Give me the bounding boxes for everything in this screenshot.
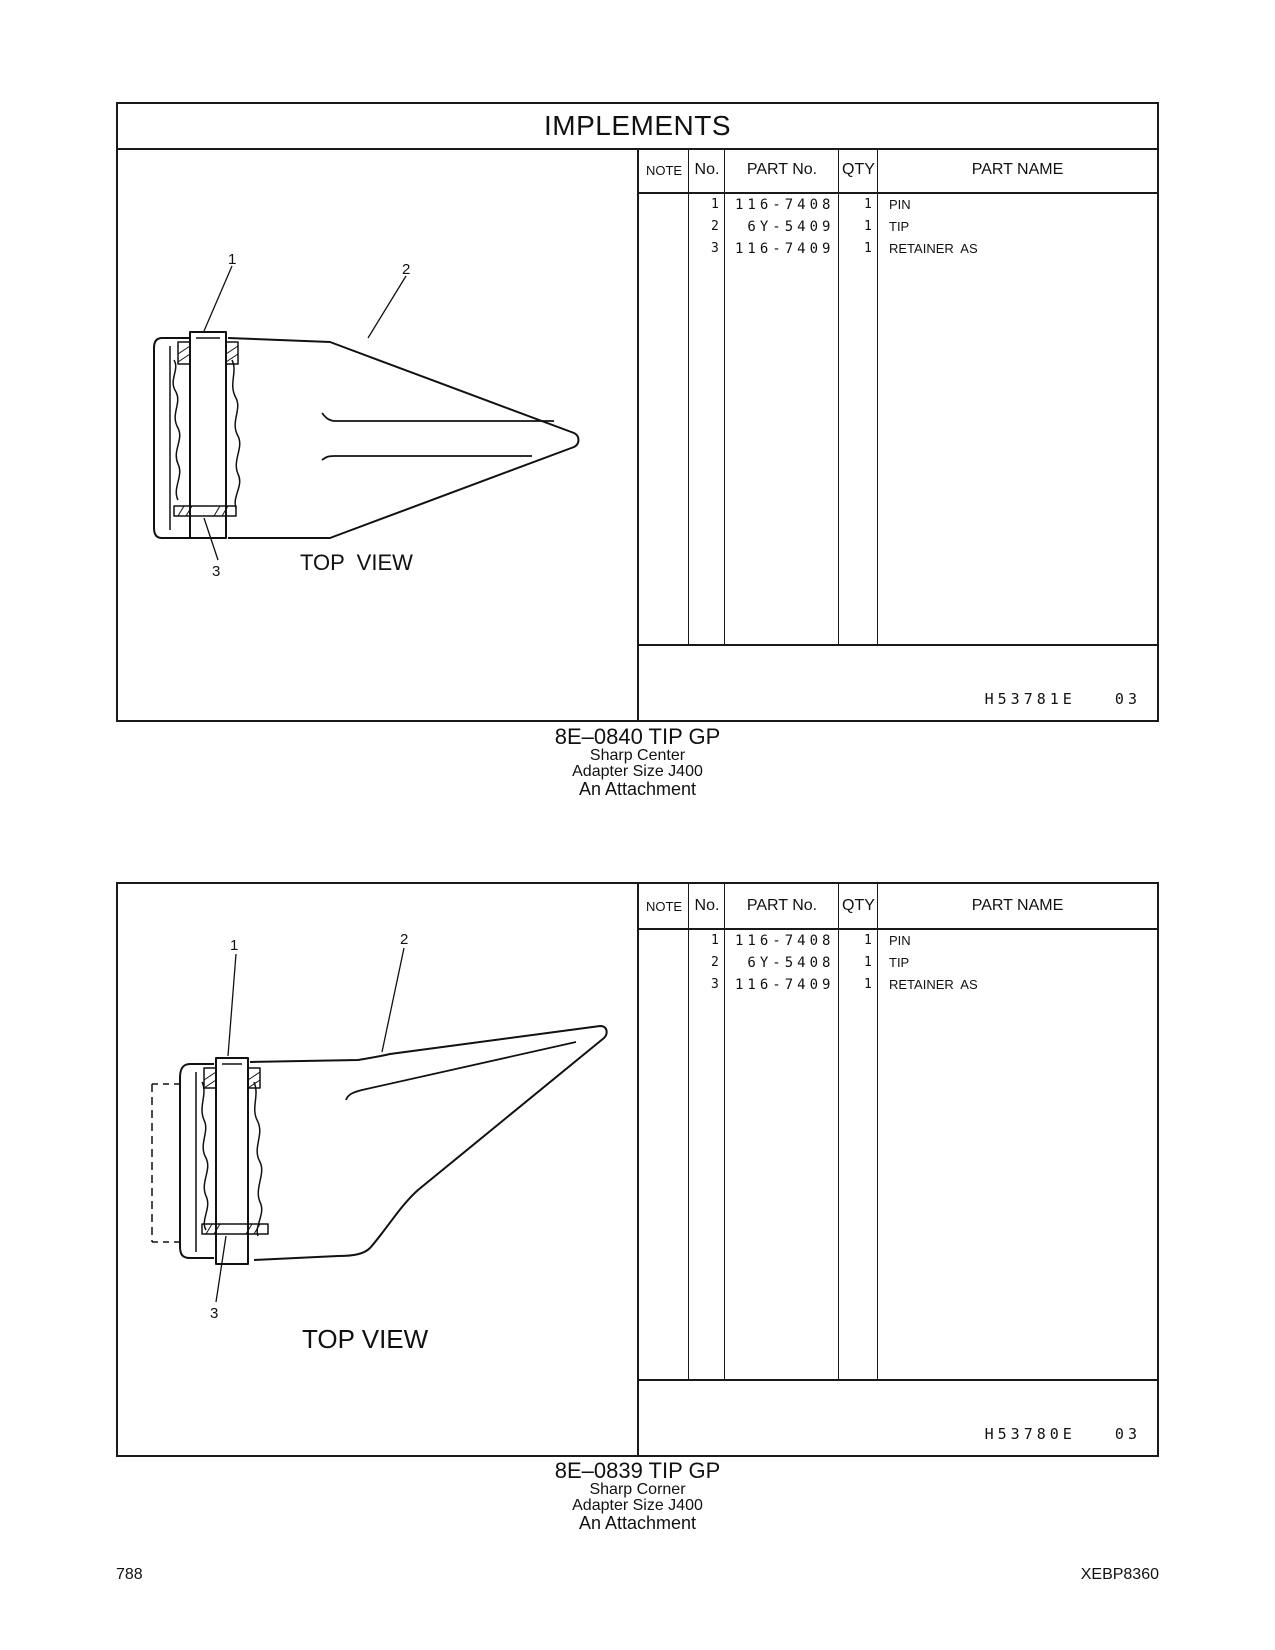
group-caption-1 <box>0 726 1275 798</box>
part-number: 6Y-5409 <box>735 219 835 235</box>
parts-table-2 <box>639 884 1157 1455</box>
callout-3: 3 <box>212 563 221 580</box>
parts-panel-1 <box>116 102 1159 722</box>
col-part-no-header: PART No. <box>746 161 818 178</box>
group-subtitle: Sharp Center <box>589 747 686 764</box>
illustration-ref-code: H53780E 03 <box>984 1425 1141 1443</box>
table-row <box>639 238 1157 260</box>
group-subtitle: Sharp Corner <box>589 1481 686 1498</box>
quantity: 1 <box>864 933 872 948</box>
item-number: 1 <box>711 933 719 948</box>
view-label: TOP VIEW <box>302 1324 429 1354</box>
table-footer <box>639 1379 1157 1455</box>
adapter-size: Adapter Size J400 <box>572 1497 703 1514</box>
part-number: 116-7408 <box>735 933 835 949</box>
table-row <box>639 930 1157 952</box>
attachment-note: An Attachment <box>578 1513 697 1533</box>
table-footer <box>639 644 1157 720</box>
part-name: RETAINER AS <box>889 241 978 256</box>
item-number: 1 <box>711 197 719 212</box>
col-part-no-header: PART No. <box>746 897 818 914</box>
attachment-note: An Attachment <box>578 779 697 799</box>
page-number: 788 <box>116 1566 143 1583</box>
group-caption-2 <box>0 1460 1275 1532</box>
illustration-sharp-corner-tip <box>118 884 639 1455</box>
parts-table-1 <box>639 148 1157 720</box>
item-number: 2 <box>711 955 719 970</box>
quantity: 1 <box>864 977 872 992</box>
quantity: 1 <box>864 197 872 212</box>
callout-2: 2 <box>400 931 409 948</box>
part-name: PIN <box>889 197 911 212</box>
group-title: 8E–0840 TIP GP <box>554 724 721 749</box>
callout-1: 1 <box>230 937 239 954</box>
view-label: TOP VIEW <box>300 550 413 575</box>
tip-drawing-top-view <box>118 148 637 720</box>
quantity: 1 <box>864 955 872 970</box>
table-row <box>639 194 1157 216</box>
col-no-header: No. <box>694 897 720 914</box>
part-number: 6Y-5408 <box>735 955 835 971</box>
col-no-header: No. <box>694 161 720 178</box>
part-number: 116-7408 <box>735 197 835 213</box>
document-code: XEBP8360 <box>1080 1566 1159 1583</box>
col-qty-header: QTY <box>842 897 875 914</box>
part-name: PIN <box>889 933 911 948</box>
col-part-name-header: PART NAME <box>971 897 1064 914</box>
table-header <box>639 148 1157 194</box>
col-part-name-header: PART NAME <box>971 161 1064 178</box>
part-name: TIP <box>889 219 910 234</box>
table-row <box>639 216 1157 238</box>
section-title: IMPLEMENTS <box>118 104 1157 150</box>
col-qty-header: QTY <box>842 161 875 178</box>
col-note-header: NOTE <box>645 898 683 914</box>
part-number: 116-7409 <box>735 241 835 257</box>
part-name: RETAINER AS <box>889 977 978 992</box>
illustration-sharp-center-tip <box>118 148 639 720</box>
table-header <box>639 884 1157 930</box>
quantity: 1 <box>864 241 872 256</box>
part-name: TIP <box>889 955 910 970</box>
table-row <box>639 974 1157 996</box>
group-title: 8E–0839 TIP GP <box>554 1458 721 1483</box>
part-number: 116-7409 <box>735 977 835 993</box>
callout-2: 2 <box>402 261 411 278</box>
adapter-size: Adapter Size J400 <box>572 763 703 780</box>
col-note-header: NOTE <box>645 162 683 178</box>
callout-3: 3 <box>210 1305 219 1322</box>
parts-panel-2 <box>116 882 1159 1457</box>
quantity: 1 <box>864 219 872 234</box>
callout-1: 1 <box>228 251 237 268</box>
tip-drawing-top-view <box>118 884 637 1455</box>
table-row <box>639 952 1157 974</box>
item-number: 3 <box>711 977 719 992</box>
item-number: 2 <box>711 219 719 234</box>
item-number: 3 <box>711 241 719 256</box>
illustration-ref-code: H53781E 03 <box>984 690 1141 708</box>
